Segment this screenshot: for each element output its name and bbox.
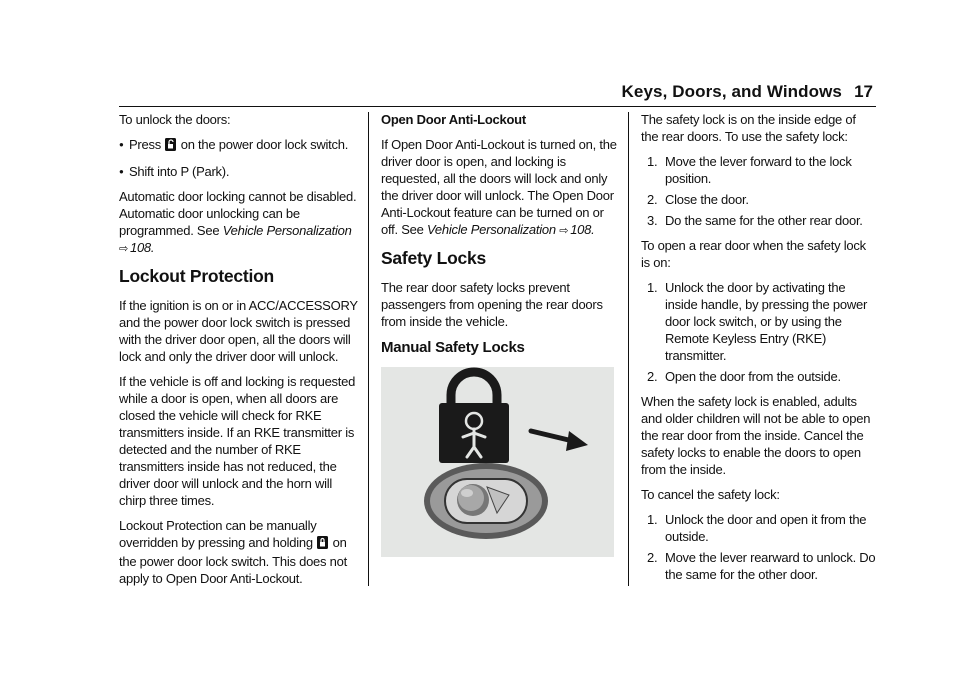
unlock-intro: To unlock the doors: bbox=[119, 112, 231, 127]
page-header bbox=[0, 0, 960, 112]
paragraph: To cancel the safety lock: bbox=[641, 487, 780, 502]
header-rule bbox=[119, 106, 876, 107]
page-reference[interactable]: 108 bbox=[570, 222, 592, 237]
column-2 bbox=[381, 111, 618, 557]
anti-lockout-subheading: Open Door Anti-Lockout bbox=[381, 112, 526, 127]
column-3 bbox=[641, 111, 876, 591]
xref-arrow-icon: ⇨ bbox=[559, 225, 569, 237]
lock-icon bbox=[317, 536, 328, 553]
auto-lock-paragraph: Automatic door locking cannot be disabled. Automatic door unlocking can be programmed. See Vehicle Personalization ⇨ 108. bbox=[119, 189, 357, 255]
paragraph: The safety lock is on the inside edge of the rear doors. To use the safety lock: bbox=[641, 112, 856, 144]
cancel-safety-lock-steps bbox=[641, 511, 876, 583]
list-item: ● Press on the power door lock switch. bbox=[119, 136, 359, 155]
safety-lock-figure bbox=[381, 367, 614, 557]
list-item: 3. Do the same for the other rear door. bbox=[647, 213, 863, 228]
paragraph: The rear door safety locks prevent passengers from opening the rear doors from inside the vehicle. bbox=[381, 280, 603, 329]
cross-reference[interactable]: Vehicle Personalization bbox=[426, 222, 556, 237]
unlock-icon bbox=[165, 138, 176, 155]
paragraph: If the ignition is on or in ACC/ACCESSORY and the power door lock switch is pressed with the driver door open, all the doors will lock and only the driver door will unlock. bbox=[119, 298, 358, 364]
paragraph: If the vehicle is off and locking is requested while a door is open, when all doors are closed the vehicle will check for RKE transmitters inside. If an RKE transmitter is detected and the number of RKE transmitters inside has not reduced, the driver door will unlock and the horn will chirp three times. bbox=[119, 374, 356, 508]
unlock-steps bbox=[119, 136, 359, 180]
page-reference[interactable]: 108 bbox=[129, 240, 151, 255]
safety-locks-heading: Safety Locks bbox=[381, 248, 486, 268]
list-item: 1. Move the lever forward to the lock position. bbox=[647, 154, 852, 186]
lockout-protection-heading: Lockout Protection bbox=[119, 266, 274, 286]
open-rear-door-steps bbox=[641, 279, 876, 385]
arrow-right-icon bbox=[531, 431, 588, 451]
safety-lock-illustration bbox=[381, 367, 614, 557]
column-divider-2 bbox=[628, 112, 629, 586]
section-title: Keys, Doors, and Windows bbox=[621, 82, 842, 101]
list-item: 1. Unlock the door and open it from the outside. bbox=[647, 512, 867, 544]
safety-lock-lever-icon bbox=[424, 463, 548, 539]
list-item: 2. Move the lever rearward to unlock. Do the same for the other door. bbox=[647, 550, 876, 582]
list-item: 2. Close the door. bbox=[647, 192, 749, 207]
page-number: 17 bbox=[854, 82, 873, 101]
list-item: 1. Unlock the door by activating the inside handle, by pressing the power door lock switch, or by using the Remote Keyless Entry (RKE) transmitter. bbox=[647, 280, 868, 363]
xref-arrow-icon: ⇨ bbox=[119, 243, 128, 255]
anti-lockout-paragraph: If Open Door Anti-Lockout is turned on, the driver door is open, and locking is requested, all the doors will lock and only the driver door will unlock. The Open Door Anti-Lockout feature can be turned on or off. See Vehicle Personalization ⇨ 108. bbox=[381, 137, 617, 237]
cross-reference[interactable]: Vehicle Personalization bbox=[222, 223, 352, 238]
list-item: 2. Open the door from the outside. bbox=[647, 369, 841, 384]
paragraph: When the safety lock is enabled, adults and older children will not be able to open the rear door from the inside. Cancel the safety locks to enable the doors to open from the inside. bbox=[641, 394, 871, 477]
list-item: ● Shift into P (Park). bbox=[119, 163, 359, 180]
child-lock-icon bbox=[439, 372, 509, 463]
column-1 bbox=[119, 111, 359, 595]
column-divider-1 bbox=[368, 112, 369, 586]
manual-safety-locks-subheading: Manual Safety Locks bbox=[381, 339, 525, 356]
paragraph: To open a rear door when the safety lock is on: bbox=[641, 238, 866, 270]
use-safety-lock-steps bbox=[641, 153, 876, 229]
override-paragraph: Lockout Protection can be manually overridden by pressing and holding on the power door lock switch. This does not apply to Open Door Anti-Lockout. bbox=[119, 518, 347, 586]
